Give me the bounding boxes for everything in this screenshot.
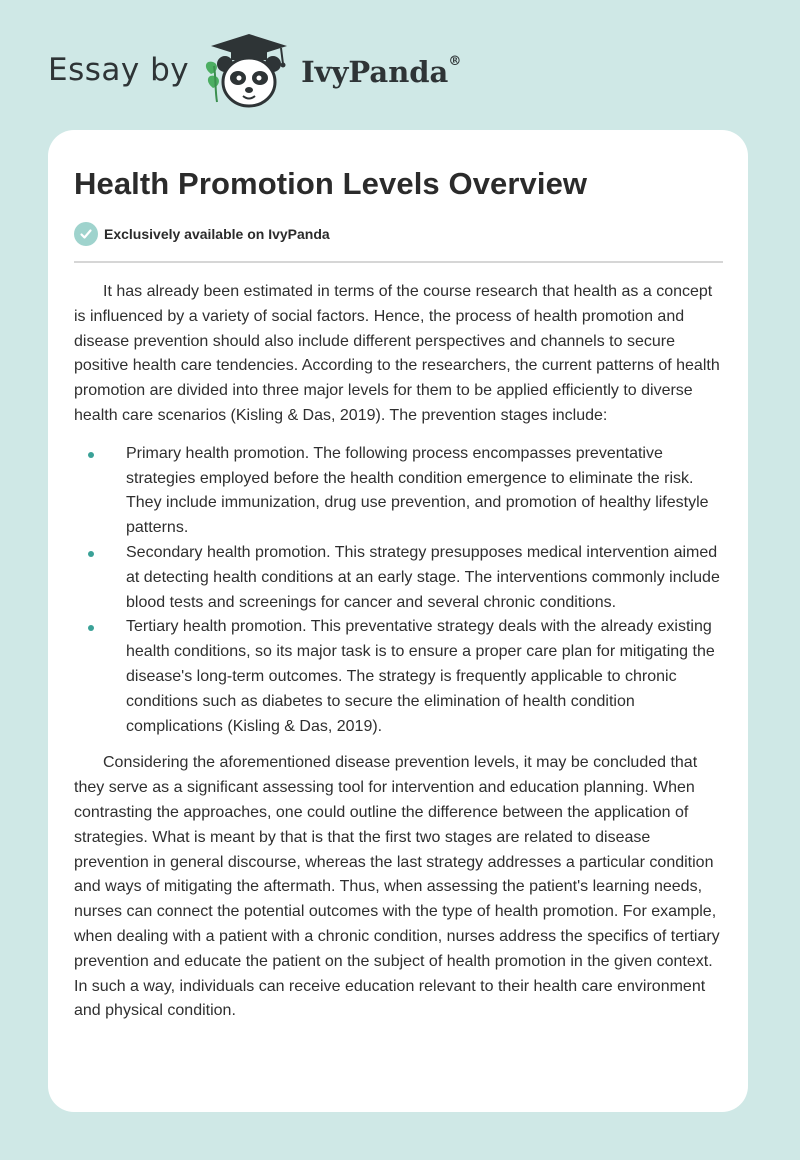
paragraph: Considering the aforementioned disease prevention levels, it may be concluded that they serve as a significant assessing tool for intervention and education planning. When contrasting the approaches, one could outline the difference between the application of strategies. What is meant by that is that the first two stages are related to disease prevention in general discourse, whereas the last strategy addresses a particular condition and ways of mitigating the aftermath. Thus, when assessing the patient's learning needs, nurses can connect the potential outcomes with the type of health promotion. For example, when dealing with a patient with a chronic condition, nurses address the specifics of tertiary prevention and educate the patient on the subject of health promotion in the given context. In such a way, individuals can receive education relevant to their health care environment and physical condition. [74, 754, 720, 1020]
list-item-text: Secondary health promotion. This strategy presupposes medical intervention aimed at detecting health conditions at an early stage. The interventions commonly include blood tests and screenings for cancer and several chronic conditions. [126, 543, 720, 611]
bullet-icon [88, 625, 94, 631]
essay-body [74, 280, 724, 1024]
registered-mark: ® [448, 54, 462, 70]
essay-title: Health Promotion Levels Overview [74, 166, 588, 201]
bullet-icon [88, 551, 94, 557]
title-divider [74, 261, 723, 263]
check-icon [74, 222, 98, 246]
list-item [126, 615, 724, 739]
brand-name [301, 55, 461, 89]
panda-graduate-icon [201, 30, 297, 110]
list-item [126, 541, 724, 615]
list-item-text: Tertiary health promotion. This preventative strategy deals with the already existing health conditions, so its major task is to ensure a proper care plan for mitigating the disease's long-term outcomes. The strategy is frequently applicable to chronic conditions such as diabetes to secure the elimination of health condition complications (Kisling & Das, 2019). [126, 618, 715, 735]
brand-name-text: IvyPanda [301, 55, 449, 89]
bullet-icon [88, 452, 94, 458]
exclusive-badge [74, 222, 330, 246]
essay-by-label: Essay by [48, 52, 190, 88]
list-item-text: Primary health promotion. The following process encompasses preventative strategies employed before the health condition emergence to eliminate the risk. They include immunization, drug use prevention, and promotion of healthy lifestyle patterns. [126, 444, 709, 537]
essay-card [48, 130, 748, 1112]
exclusive-badge-text: Exclusively available on IvyPanda [104, 226, 330, 242]
paragraph: It has already been estimated in terms of the course research that health as a concept is influenced by a variety of social factors. Hence, the process of health promotion and disease prevention should also include different perspectives and channels to secure positive health care tendencies. According to the researchers, the current patterns of health promotion are divided into three major levels for them to be applied efficiently to diverse health care scenarios (Kisling & Das, 2019). The prevention stages include: [74, 283, 720, 424]
list-item [126, 442, 724, 541]
site-header [48, 30, 461, 110]
prevention-levels-list [74, 442, 724, 740]
